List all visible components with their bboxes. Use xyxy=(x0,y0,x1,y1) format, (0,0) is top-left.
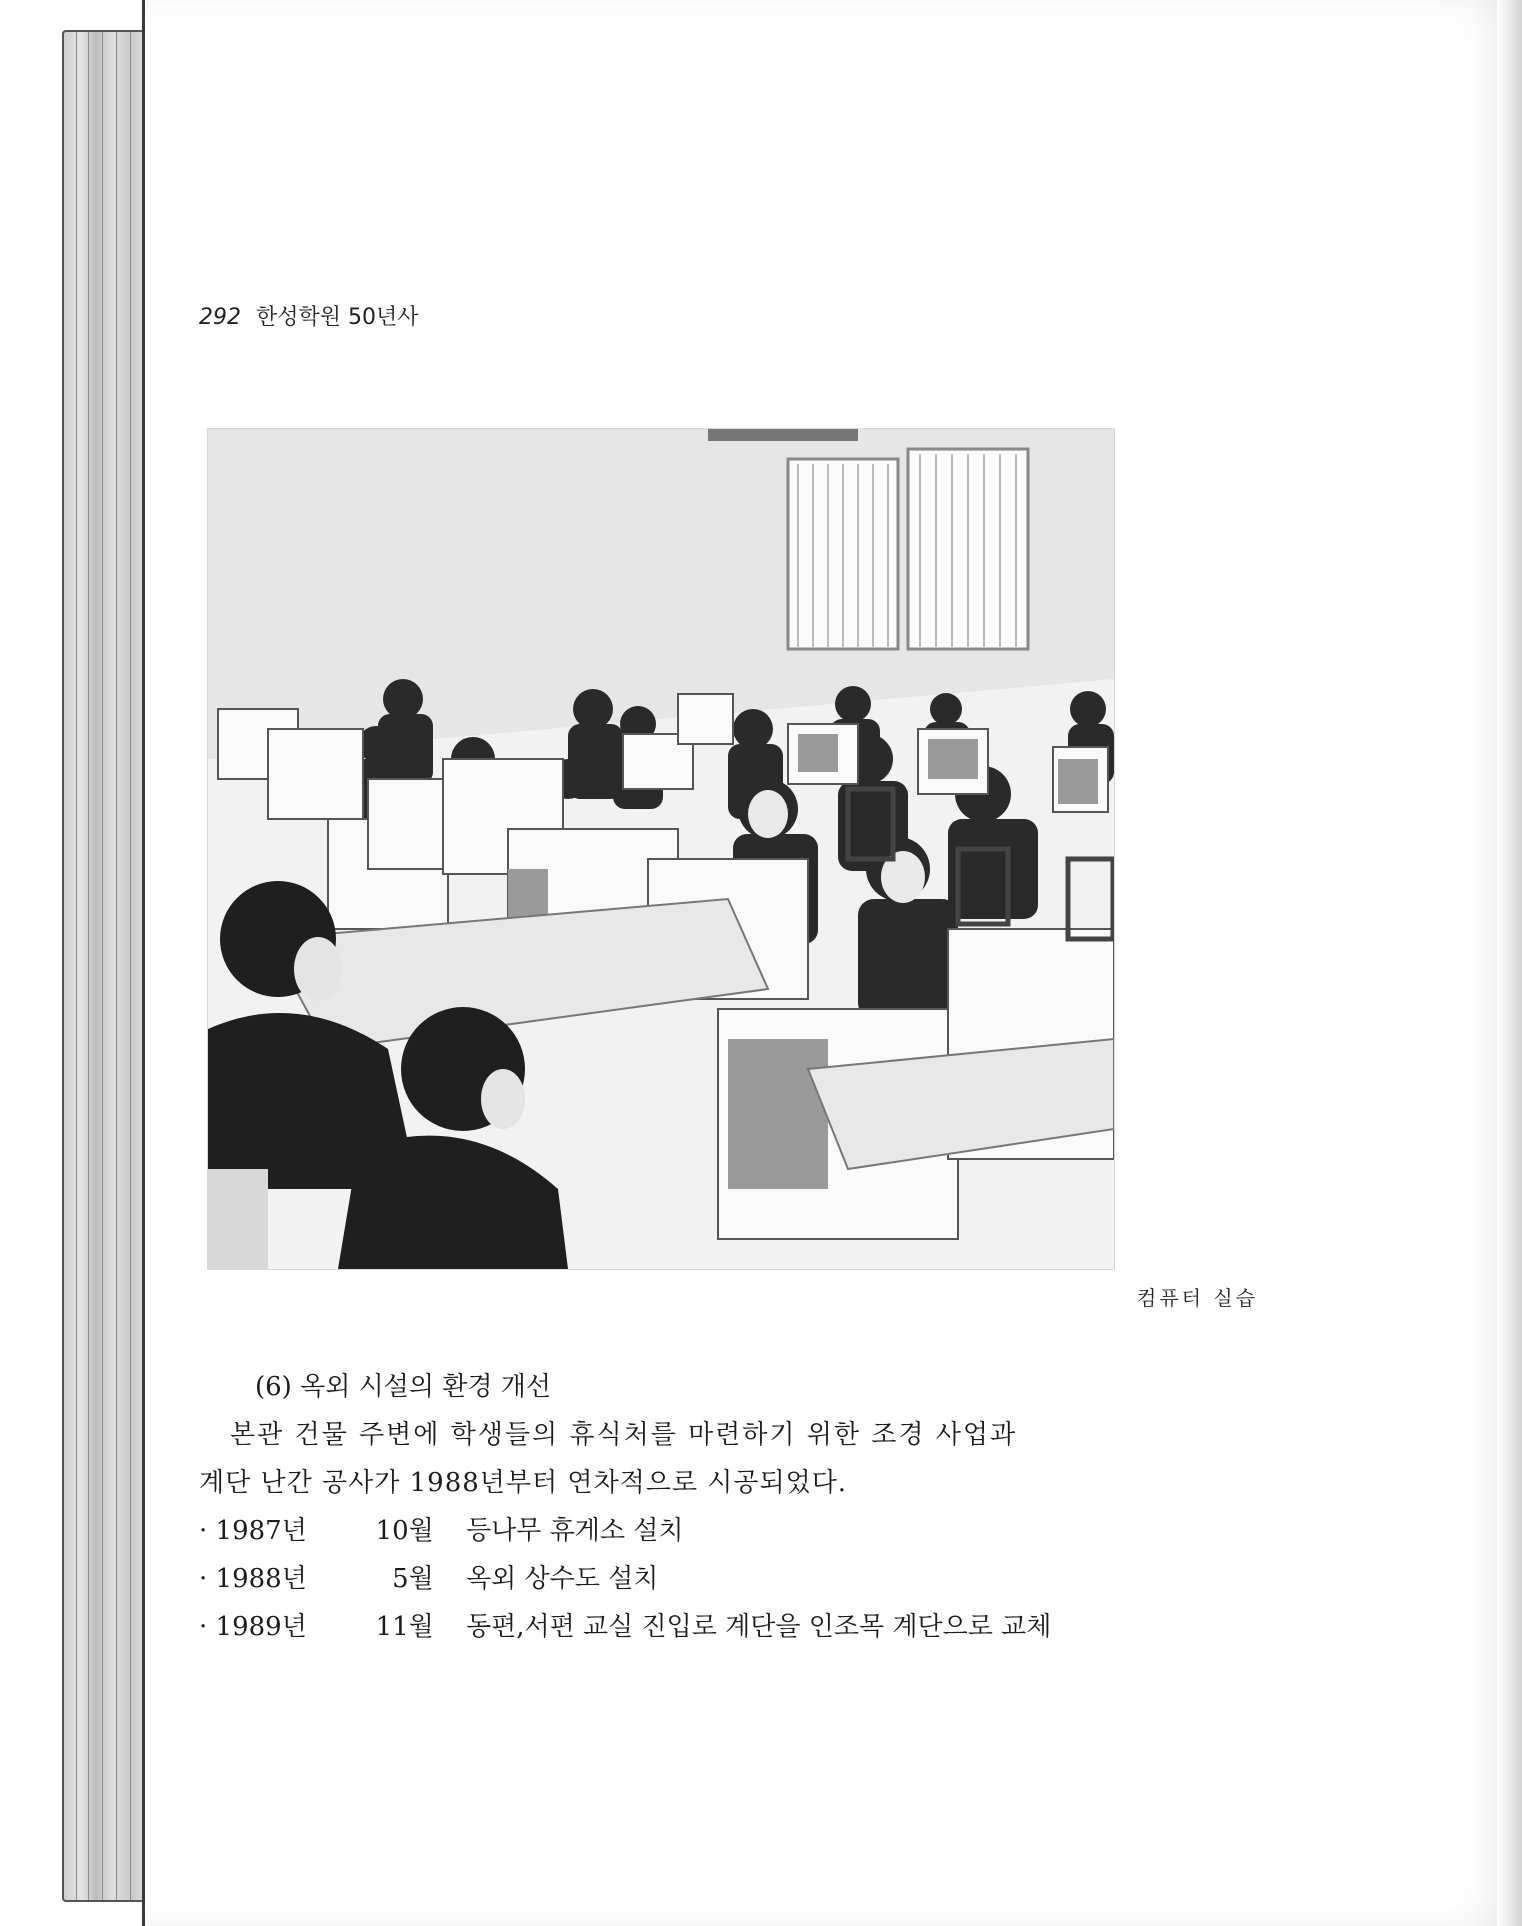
list-bullet: · xyxy=(199,1564,208,1594)
list-text: 동편,서편 교실 진입로 계단을 인조목 계단으로 교체 xyxy=(466,1612,1052,1642)
list-text: 등나무 휴게소 설치 xyxy=(466,1516,684,1546)
list-month: 11월 xyxy=(375,1612,434,1642)
list-text: 옥외 상수도 설치 xyxy=(466,1564,659,1594)
photo-caption: 컴퓨터 실습 xyxy=(1137,1286,1258,1310)
list-bullet: · xyxy=(199,1612,208,1642)
list-item xyxy=(199,1612,1129,1643)
list-item xyxy=(199,1516,1129,1547)
computer-lab-photo xyxy=(207,428,1115,1270)
paragraph-line-1: 본관 건물 주변에 학생들의 휴식처를 마련하기 위한 조경 사업과 xyxy=(230,1420,1018,1450)
running-header xyxy=(199,300,419,331)
list-bullet: · xyxy=(199,1516,208,1546)
list-month: 5월 xyxy=(392,1564,434,1594)
paragraph-line-2: 계단 난간 공사가 1988년부터 연차적으로 시공되었다. xyxy=(199,1468,848,1498)
section-heading: (6) 옥외 시설의 환경 개선 xyxy=(255,1372,551,1402)
book-title: 한성학원 50년사 xyxy=(256,305,419,330)
page-number: 292 xyxy=(199,305,241,330)
list-month: 10월 xyxy=(375,1516,434,1546)
list-year: 1987년 xyxy=(215,1516,307,1546)
page-shadow xyxy=(1497,0,1522,1926)
book-page-edges xyxy=(62,30,154,1902)
list-year: 1988년 xyxy=(215,1564,307,1594)
list-year: 1989년 xyxy=(215,1612,307,1642)
list-item xyxy=(199,1564,1129,1595)
